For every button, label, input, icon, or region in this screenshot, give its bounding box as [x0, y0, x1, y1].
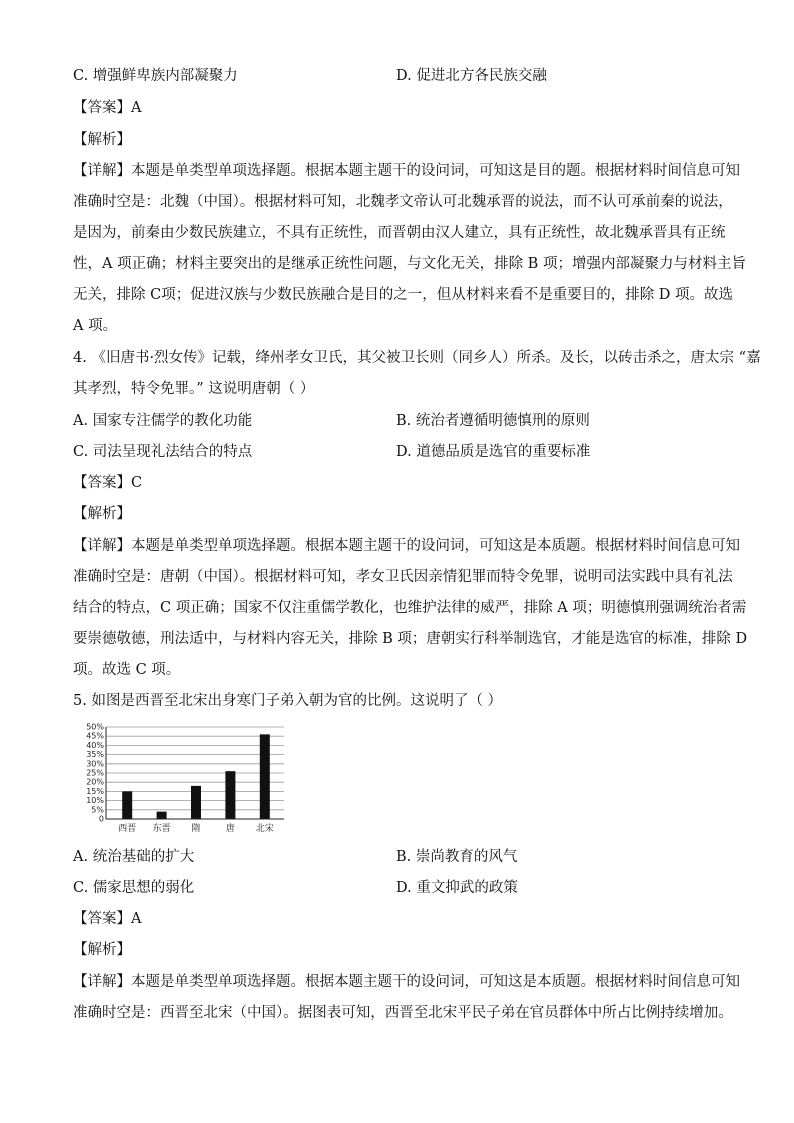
q4-option-a: A. 国家专注儒学的教化功能 [73, 413, 253, 429]
q5-analysis-label: 【解析】 [73, 942, 131, 958]
q3-option-c: C. 增强鲜卑族内部凝聚力 [73, 68, 238, 84]
q3-analysis-label: 【解析】 [73, 132, 131, 148]
q4-option-c: C. 司法呈现礼法结合的特点 [73, 444, 253, 460]
chart-y-tick-label: 40% [86, 740, 104, 750]
q3-option-d: D. 促进北方各民族交融 [396, 68, 547, 84]
chart-x-tick-label: 北宋 [255, 824, 274, 834]
chart-y-ticks [86, 723, 104, 824]
q3-detail-line: A 项。 [73, 318, 118, 334]
q4-option-b: B. 统治者遵循明德慎刑的原则 [396, 413, 590, 429]
chart-x-tick-label: 唐 [225, 824, 235, 834]
q4-stem-line: 4. 《旧唐书·烈女传》记载，绛州孝女卫氏，其父被卫长则（同乡人）所杀。及长，以砖击杀之，唐太宗 “嘉 [73, 350, 761, 366]
chart-bars [122, 734, 270, 819]
chart-y-tick-label: 45% [86, 731, 104, 741]
q4-answer: 【答案】C [73, 475, 143, 491]
chart-x-tick-label: 隋 [191, 824, 201, 834]
chart-y-tick-label: 30% [86, 759, 104, 769]
chart-bar [260, 734, 270, 819]
chart-y-tick-label: 5% [91, 805, 104, 815]
q5-option-b: B. 崇尚教育的风气 [396, 849, 518, 865]
q5-option-a: A. 统治基础的扩大 [73, 849, 195, 865]
chart-x-ticks [118, 822, 274, 834]
officials-ratio-bar-chart [80, 722, 290, 836]
q3-detail-line: 【详解】本题是单类型单项选择题。根据本题主题干的设问词，可知这是目的题。根据材料时间信息可知 [73, 163, 740, 179]
q5-option-d: D. 重文抑武的政策 [396, 880, 518, 896]
q5-option-c: C. 儒家思想的弱化 [73, 880, 195, 896]
q3-answer: 【答案】A [73, 100, 142, 116]
q4-detail-line: 项。故选 C 项。 [73, 662, 181, 678]
q5-detail-line: 【详解】本题是单类型单项选择题。根据本题主题干的设问词，可知这是本质题。根据材料时间信息可知 [73, 974, 740, 990]
q4-detail-line: 准确时空是：唐朝（中国）。根据材料可知，孝女卫氏因亲情犯罪而特令免罪，说明司法实践中具有礼法 [73, 569, 733, 585]
q4-detail-line: 结合的特点，C 项正确；国家不仅注重儒学教化，也维护法律的威严，排除 A 项；明德慎刑强调统治者需 [73, 600, 747, 616]
q3-detail-line: 性，A 项正确；材料主要突出的是继承正统性问题，与文化无关，排除 B 项；增强内部凝聚力与材料主旨 [73, 256, 746, 272]
q5-stem: 5. 如图是西晋至北宋出身寒门子弟入朝为官的比例。这说明了（ ） [73, 693, 503, 709]
chart-bar [191, 786, 201, 819]
chart-y-tick-label: 50% [86, 722, 104, 732]
q3-detail-line: 是因为，前秦由少数民族建立，不具有正统性，而晋朝由汉人建立，具有正统性，故北魏承晋具有正统 [73, 225, 726, 241]
q4-detail-line: 要崇德敬德，刑法适中，与材料内容无关，排除 B 项；唐朝实行科举制选官，才能是选官的标准，排除 D [73, 631, 748, 647]
chart-y-tick-label: 10% [86, 796, 104, 806]
q4-option-d: D. 道德品质是选官的重要标准 [396, 444, 591, 460]
chart-bar [122, 791, 132, 819]
q3-detail-line: 准确时空是：北魏（中国）。根据材料可知，北魏孝文帝认可北魏承晋的说法，而不认可承前秦的说法， [73, 194, 733, 210]
q5-answer: 【答案】A [73, 911, 142, 927]
q3-detail-line: 无关，排除 C项；促进汉族与少数民族融合是目的之一，但从材料来看不是重要目的，排除 D 项。故选 [73, 287, 734, 303]
chart-y-tick-label: 20% [86, 777, 104, 787]
chart-y-tick-label: 15% [86, 786, 104, 796]
chart-x-tick-label: 东晋 [152, 824, 171, 834]
chart-y-tick-label: 25% [86, 768, 104, 778]
q4-analysis-label: 【解析】 [73, 506, 131, 522]
q4-detail-line: 【详解】本题是单类型单项选择题。根据本题主题干的设问词，可知这是本质题。根据材料时间信息可知 [73, 538, 740, 554]
chart-y-tick-label: 0 [98, 814, 104, 824]
chart-x-tick-label: 西晋 [118, 824, 137, 834]
q5-detail-line: 准确时空是：西晋至北宋（中国）。据图表可知，西晋至北宋平民子弟在官员群体中所占比例持续增加。 [73, 1005, 733, 1021]
chart-bar [225, 771, 235, 819]
q4-stem-line: 其孝烈，特令免罪。” 这说明唐朝（ ） [73, 381, 315, 397]
chart-y-tick-label: 35% [86, 750, 104, 760]
chart-bar [157, 812, 167, 819]
